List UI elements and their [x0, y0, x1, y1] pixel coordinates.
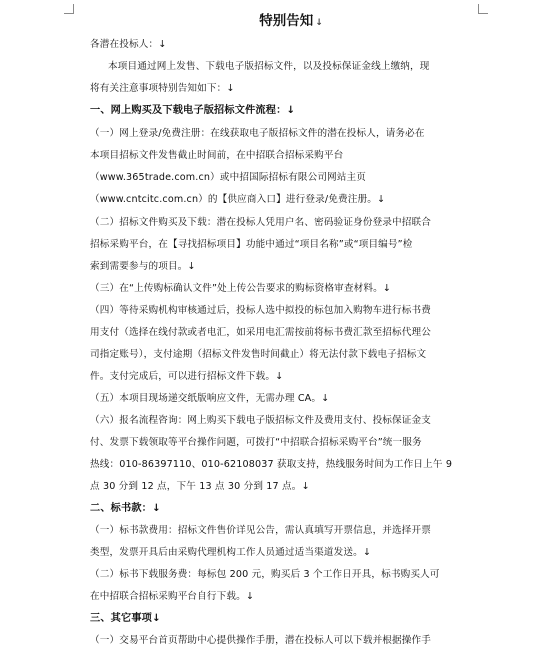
paragraph-line: 付、发票下载领取等平台操作问题，可拨打“中招联合招标采购平台”统一服务: [90, 437, 422, 448]
paragraph-line: 招标采购平台，在【寻找招标项目】功能中通过“项目名称”或“项目编号”检: [90, 239, 413, 250]
paragraph-line: 本项目招标文件发售截止时间前，在中招联合招标采购平台: [90, 150, 344, 161]
paragraph-line: （一）交易平台首页帮助中心提供操作手册，潜在投标人可以下载并根据操作手: [90, 635, 432, 646]
paragraph-line: （五）本项目现场递交纸版响应文件，无需办理 CA。↓: [90, 393, 330, 404]
paragraph-line: （一）网上登录/免费注册：在线获取电子版招标文件的潜在投标人，请务必在: [90, 128, 425, 139]
paragraph-line: （四）等待采购机构审核通过后，投标人选中拟投的标包加入购物车进行标书费: [90, 305, 432, 316]
paragraph-line: （六）报名流程咨询：网上购买下载电子版招标文件及费用支付、投标保证金支: [90, 415, 432, 426]
paragraph-line: （www.365trade.com.cn）或中招国际招标有限公司网站主页: [90, 172, 367, 183]
paragraph-line: 用支付（选择在线付款或者电汇，如采用电汇需按前将标书费汇款至招标代理公: [90, 327, 432, 338]
paragraph-line: 索到需要参与的项目。↓: [90, 261, 196, 272]
paragraph-line: 各潜在投标人：↓: [90, 39, 167, 50]
paragraph-line: （一）标书款费用：招标文件售价详见公告，需认真填写开票信息，并选择开票: [90, 525, 432, 536]
paragraph-line: 将有关注意事项特别告知如下：↓: [90, 83, 235, 94]
section-heading: 二、标书款：↓: [90, 503, 161, 514]
section-heading: 一、网上购买及下载电子版招标文件流程：↓: [90, 105, 296, 116]
page-corner-mark-left: [64, 4, 74, 14]
paragraph-line: 热线：010-86397110、010-62108037 获取支持，热线服务时间为工作日上午 9: [90, 459, 453, 470]
paragraph-line: 本项目通过网上发售、下载电子版招标文件，以及投标保证金线上缴纳，现: [108, 61, 430, 72]
section-heading: 三、其它事项↓: [90, 613, 161, 624]
paragraph-line: （二）招标文件购买及下载：潜在投标人凭用户名、密码验证身份登录中招联合: [90, 217, 432, 228]
paragraph-line: （二）标书下载服务费：每标包 200 元，购买后 3 个工作日开具，标书购买人可: [90, 569, 440, 580]
paragraph-line: （www.cntcitc.com.cn）的【供应商入口】进行登录/免费注册。↓: [90, 194, 386, 205]
paragraph-line: 类型，发票开具后由采购代理机构工作人员通过适当渠道发送。↓: [90, 547, 372, 558]
paragraph-line: 点 30 分到 12 点，下午 13 点 30 分到 17 点。↓: [90, 481, 310, 492]
paragraph-line: 在中招联合招标采购平台自行下载。↓: [90, 591, 255, 602]
paragraph-line: （三）在“上传购标确认文件”处上传公告要求的购标资格审查材料。↓: [90, 283, 391, 294]
document-title: 特别告知 ↓: [259, 13, 323, 29]
paragraph-line: 司指定账号），支付途期（招标文件发售时间截止）将无法付款下载电子招标文: [90, 349, 427, 360]
paragraph-line: 件。支付完成后，可以进行招标文件下载。↓: [90, 371, 284, 382]
